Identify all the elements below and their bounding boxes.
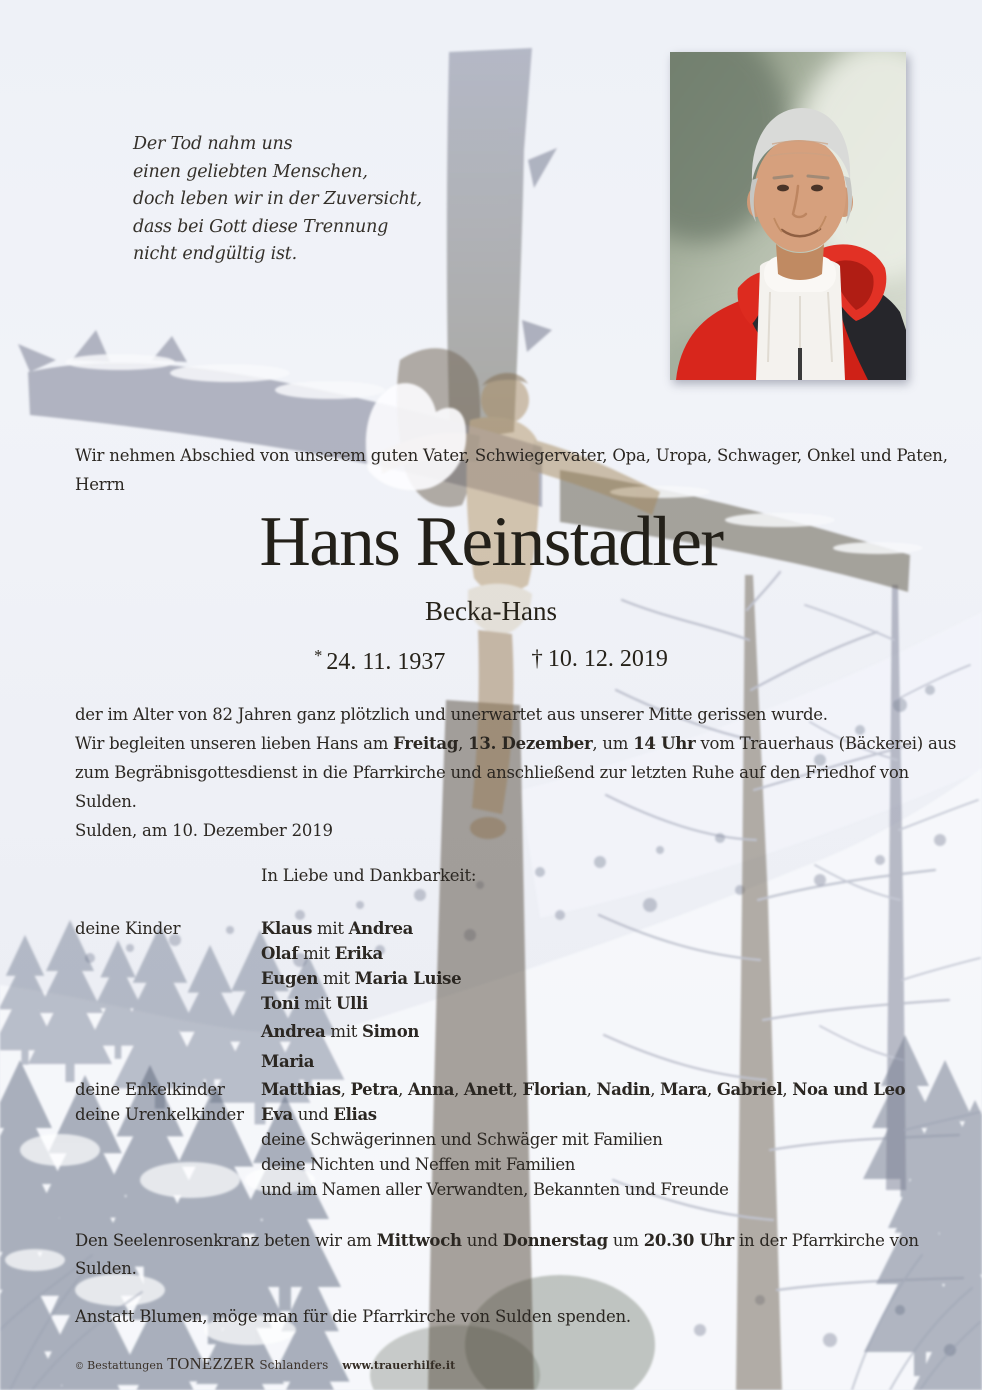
children-label: deine Kinder xyxy=(75,919,181,938)
relatives-entry: deine Schwägerinnen und Schwäger mit Familien xyxy=(261,1130,663,1149)
publisher-brand: TONEZZER xyxy=(167,1354,256,1373)
death-date-value: 10. 12. 2019 xyxy=(547,646,668,672)
child-entry: Maria xyxy=(261,1052,315,1071)
great-grandchildren-label: deine Urenkelkinder xyxy=(75,1105,244,1124)
website-link: www.trauerhilfe.it xyxy=(342,1359,456,1372)
funeral-line: zum Begräbnisgottesdienst in die Pfarrkirche und anschließend zur letzten Ruhe auf den Friedhof von xyxy=(75,763,909,782)
publisher-footer xyxy=(75,1354,455,1374)
grandchildren-label: deine Enkelkinder xyxy=(75,1080,225,1099)
rosary-line: Den Seelenrosenkranz beten wir am Mittwoch und Donnerstag um 20.30 Uhr in der Pfarrkirche von xyxy=(75,1231,919,1250)
death-date xyxy=(531,646,667,676)
flowers-notice: Anstatt Blumen, möge man für die Pfarrkirche von Sulden spenden. xyxy=(75,1307,631,1326)
rosary-line: Sulden. xyxy=(75,1259,137,1278)
child-entry: Eugen mit Maria Luise xyxy=(261,969,462,988)
verse-line: Der Tod nahm uns xyxy=(133,134,293,154)
verse-line: einen geliebten Menschen, xyxy=(133,161,368,182)
relatives-entry: und im Namen aller Verwandten, Bekannten und Freunde xyxy=(261,1180,729,1199)
birth-date-value: 24. 11. 1937 xyxy=(326,649,446,676)
publisher-city: Schlanders xyxy=(259,1358,329,1372)
great-grandchildren-entry: Eva und Elias xyxy=(261,1105,377,1124)
intro-line: Herrn xyxy=(75,475,125,494)
dedication-line: In Liebe und Dankbarkeit: xyxy=(261,866,477,885)
intro-line: Wir nehmen Abschied von unserem guten Vater, Schwiegervater, Opa, Uropa, Schwager, Onkel und Paten, xyxy=(75,446,948,465)
funeral-details xyxy=(75,729,956,816)
child-entry: Klaus mit Andrea xyxy=(261,919,414,938)
age-line: der im Alter von 82 Jahren ganz plötzlich und unerwartet aus unserer Mitte gerissen wurde. xyxy=(75,705,828,724)
child-entry: Toni mit Ulli xyxy=(261,994,369,1013)
death-cross-symbol: † xyxy=(531,646,543,671)
verse-line: nicht endgültig ist. xyxy=(133,244,298,264)
portrait-photo xyxy=(670,52,906,380)
relatives-list xyxy=(261,1080,905,1205)
copyright-symbol: © xyxy=(75,1362,85,1372)
publisher-prefix: Bestattungen xyxy=(87,1359,164,1372)
place-dateline: Sulden, am 10. Dezember 2019 xyxy=(75,821,333,840)
child-entry: Olaf mit Erika xyxy=(261,944,383,963)
verse-line: doch leben wir in der Zuversicht, xyxy=(133,189,422,209)
life-dates xyxy=(0,646,982,676)
announcement-intro xyxy=(75,441,948,499)
verse-line: dass bei Gott diese Trennung xyxy=(133,216,389,237)
children-list xyxy=(261,919,461,1077)
rosary-notice xyxy=(75,1227,919,1283)
grandchildren-entry: Matthias, Petra, Anna, Anett, Florian, Nadin, Mara, Gabriel, Noa und Leo xyxy=(261,1080,906,1099)
birth-date xyxy=(314,646,445,676)
funeral-line: Wir begleiten unseren lieben Hans am Freitag, 13. Dezember, um 14 Uhr vom Trauerhaus (Bäckerei) aus xyxy=(75,734,957,753)
funeral-line: Sulden. xyxy=(75,792,137,811)
deceased-name: Hans Reinstadler xyxy=(259,503,723,581)
birth-star-symbol: * xyxy=(314,646,323,665)
relatives-entry: deine Nichten und Neffen mit Familien xyxy=(261,1155,576,1174)
memorial-verse xyxy=(133,131,422,269)
deceased-nickname: Becka-Hans xyxy=(425,596,557,626)
child-entry: Andrea mit Simon xyxy=(261,1022,420,1041)
